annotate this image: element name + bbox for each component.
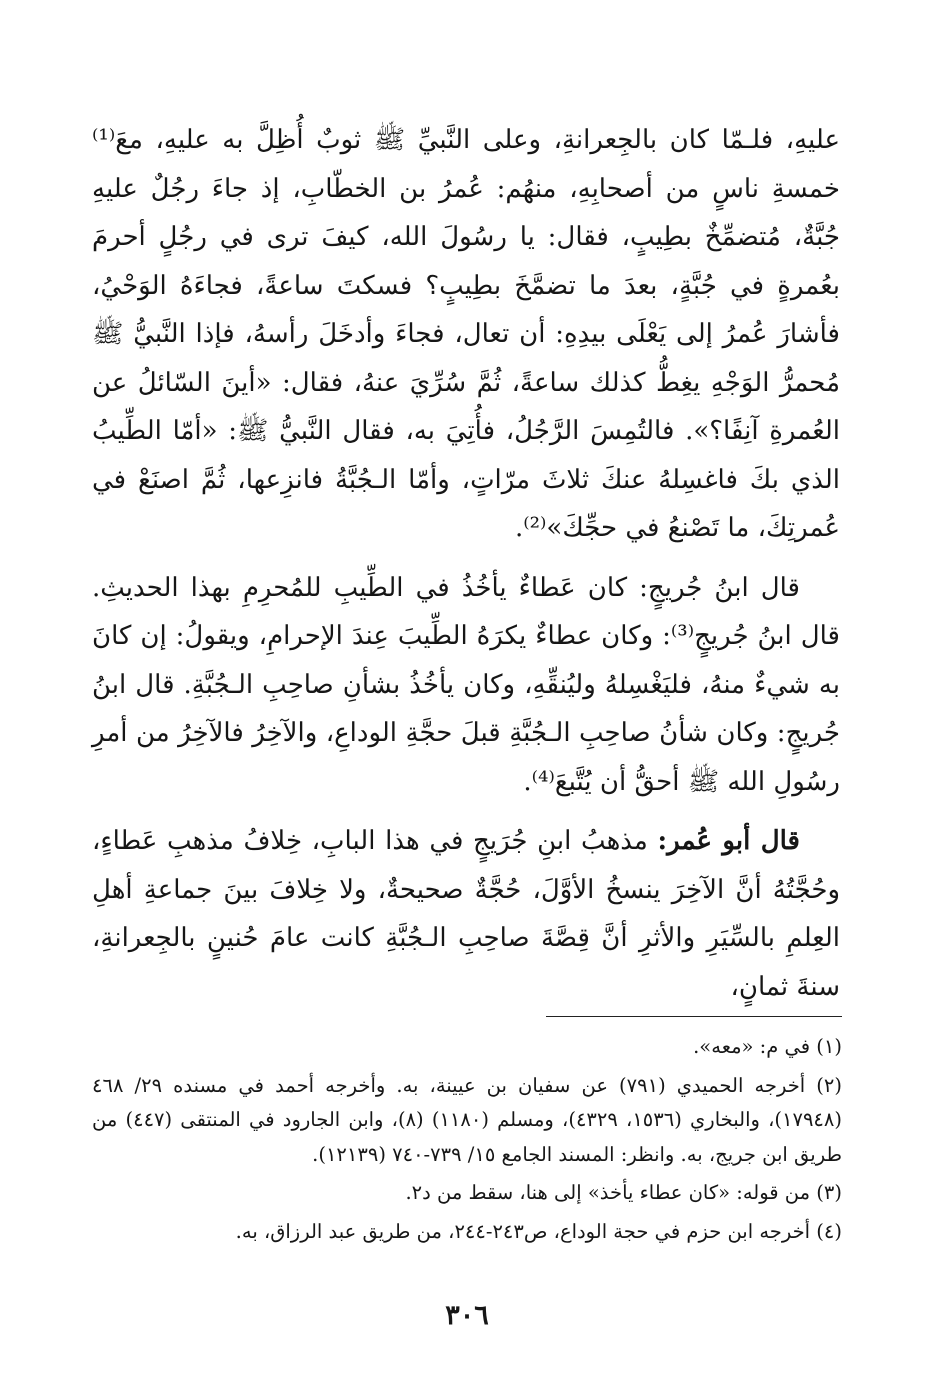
paragraph-2: قال ابنُ جُريجٍ: كان عَطاءٌ يأخُذُ في الطِّيبِ للمُحرِمِ بهذا الحديثِ. قال ابنُ جُريجٍ⁽³⁾: وكان عطاءٌ يكرَهُ الطِّيبَ عِندَ الإحرامِ، ويقولُ: إن كانَ به شيءٌ منهُ، فليَغْسِلهُ وليُنقِّهِ، وكان يأخُذُ بشأنِ صاحِبِ الـجُبَّةِ. قال ابنُ جُريجٍ: وكان شأنُ صاحِبِ الـجُبَّةِ قبلَ حجَّةِ الوداعِ، والآخِرُ فالآخِرُ من أمرِ رسُولِ الله ﷺ أحقُّ أن يُتَّبعَ⁽⁴⁾. bbox=[92, 572, 841, 797]
paragraph-3 bbox=[92, 817, 840, 1011]
paragraph-1: عليهِ، فلـمّا كان بالجِعرانةِ، وعلى النَّبيِّ ﷺ ثوبٌ أُظِلَّ به عليهِ، معَ⁽¹⁾ خمسةِ ناسٍ من أصحابِهِ، منهُم: عُمرُ بن الخطّابِ، إذ جاءَ رجُلٌ عليهِ جُبَّةٌ، مُتضمِّخٌ بطِيبٍ، فقال: يا رسُولَ الله، كيفَ ترى في رجُلٍ أحرمَ بعُمرةٍ في جُبَّةٍ، بعدَ ما تضمَّخَ بطِيبٍ؟ فسكتَ ساعةً، فجاءَهُ الوَحْيُ، فأشارَ عُمرُ إلى يَعْلَى بيدِهِ: أن تعال، فجاءَ وأدخَلَ رأسهُ، فإذا النَّبيُّ ﷺ مُحمرُّ الوَجْهِ يغِطُّ كذلك ساعةً، ثُمَّ سُرِّيَ عنهُ، فقال: «أينَ السّائلُ عن العُمرةِ آنِفًا؟». فالتُمِسَ الرَّجُلُ، فأُتِيَ به، فقال النَّبيُّ ﷺ: «أمّا الطِّيبُ الذي بكَ فاغسِلهُ عنكَ ثلاثَ مرّاتٍ، وأمّا الـجُبَّةُ فانزِعها، ثُمَّ اصنَعْ في عُمرتِكَ، ما تَصْنعُ في حجِّكَ»⁽²⁾. bbox=[92, 125, 840, 543]
footnote-divider bbox=[546, 1016, 842, 1017]
paragraph-3-text: مذهبُ ابنِ جُرَيجٍ في هذا البابِ، خِلافُ مذهبِ عَطاءٍ، وحُجَّتُهُ أنَّ الآخِرَ ينسخُ الأوَّلَ، حُجَّةٌ صحيحةٌ، ولا خِلافَ بينَ جماعةِ أهلِ العِلمِ بالسِّيَرِ والأثرِ أنَّ قِصَّةَ صاحِبِ الـجُبَّةِ كانت عامَ حُنينٍ بالجِعرانةِ، سنةَ ثمانٍ، bbox=[92, 826, 840, 1002]
page-number: ٣٠٦ bbox=[445, 1300, 489, 1331]
footnote-3: (٣) من قوله: «كان عطاء يأخذ» إلى هنا، سقط من د٢. bbox=[405, 1181, 842, 1204]
footnotes bbox=[92, 1030, 842, 1249]
footnote-2: (٢) أخرجه الحميدي (٧٩١) عن سفيان بن عيينة، به. وأخرجه أحمد في مسنده ٢٩/ ٤٦٨ (١٧٩٤٨)، والبخاري (١٥٣٦، ٤٣٢٩)، ومسلم (١١٨٠) (٨)، وابن الجارود في المنتقى (٤٤٧) من طريق ابن جريج، به. وانظر: المسند الجامع ١٥/ ٧٣٩-٧٤٠ (١٢١٣٩). bbox=[92, 1073, 842, 1166]
paragraph-3-lead: قال أبو عُمر: bbox=[657, 826, 800, 856]
footnote-4: (٤) أخرجه ابن حزم في حجة الوداع، ص٢٤٣-٢٤٤، من طريق عبد الرزاق، به. bbox=[235, 1219, 842, 1243]
footnote-1: (١) في م: «معه». bbox=[693, 1035, 842, 1058]
main-text bbox=[92, 116, 840, 1011]
